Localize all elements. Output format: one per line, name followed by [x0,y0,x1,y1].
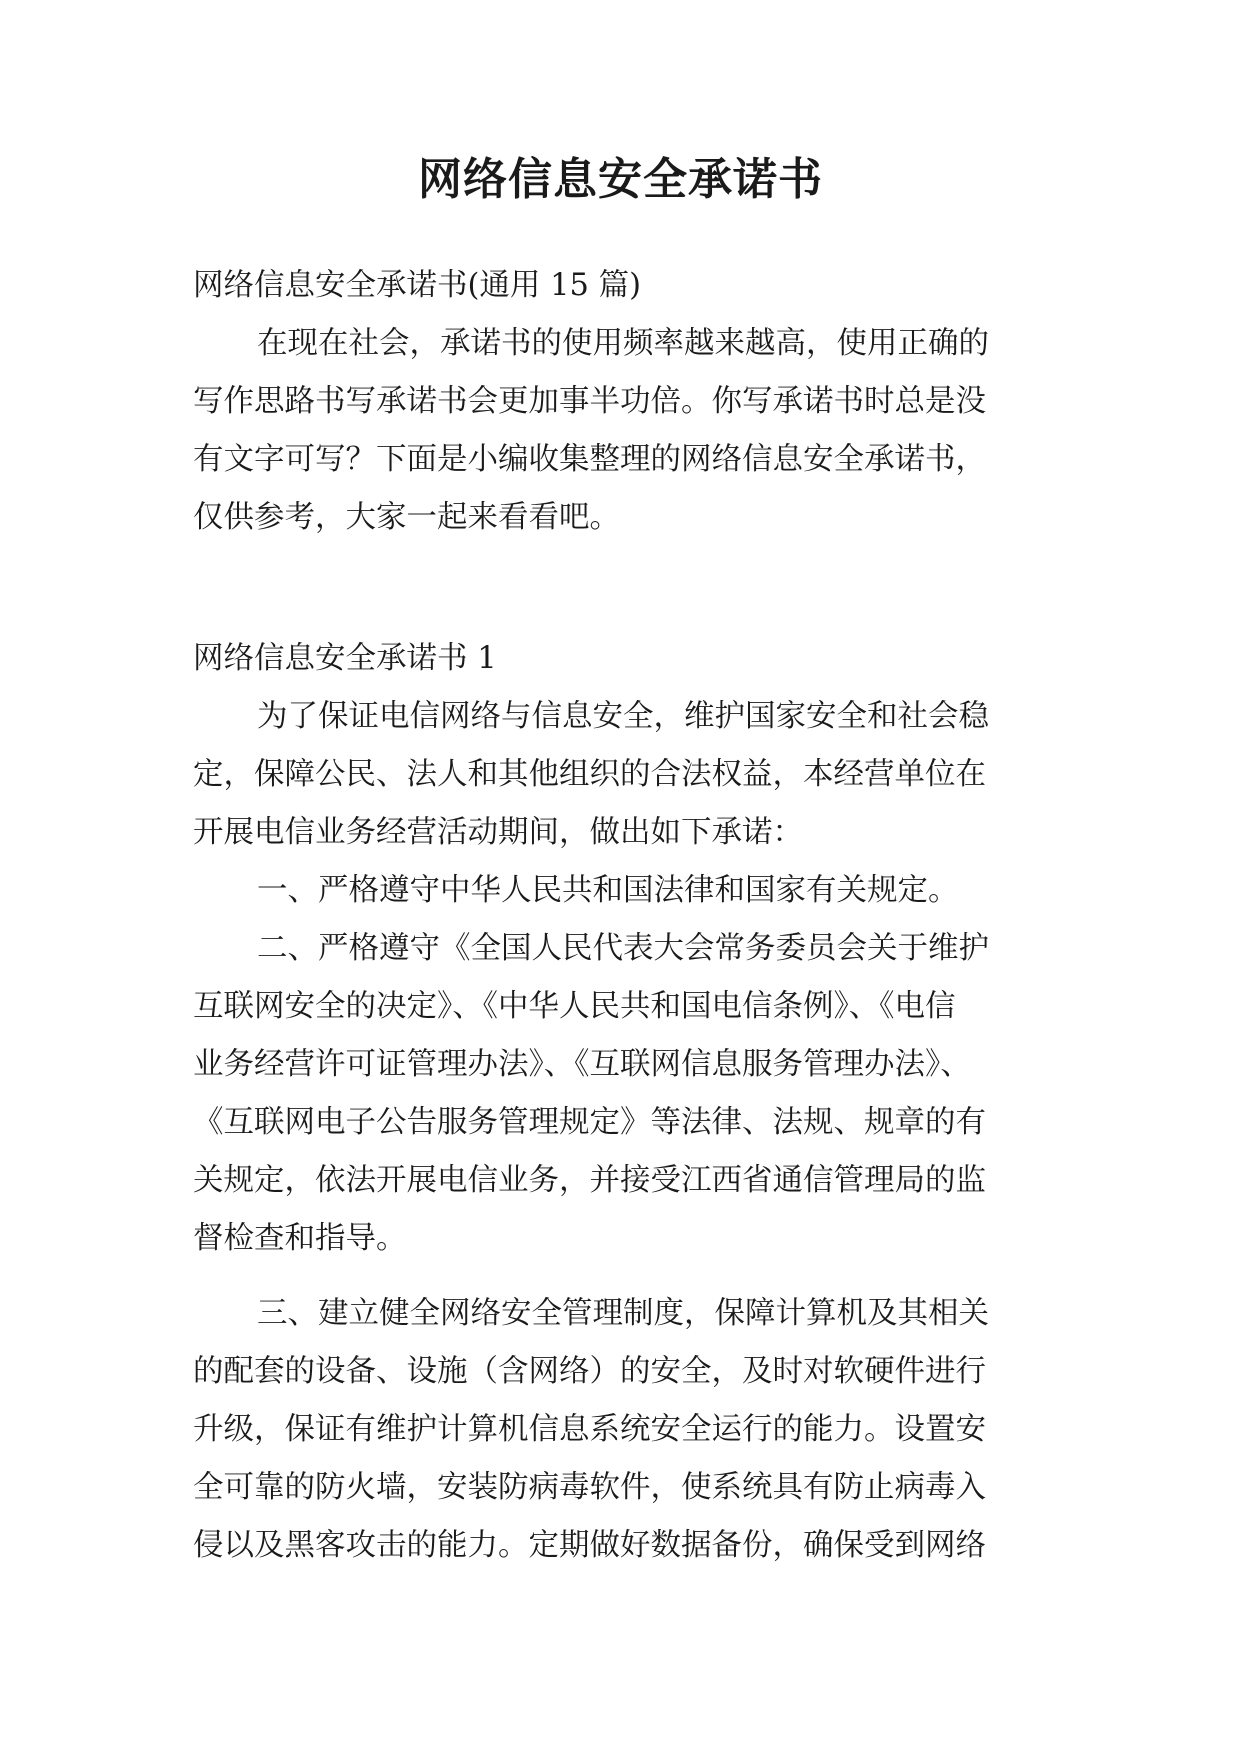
item-2-line: 业务经营许可证管理办法》、《互联网信息服务管理办法》、 [193,1047,971,1082]
intro-line: 有文字可写？下面是小编收集整理的网络信息安全承诺书， [193,442,986,477]
item-3-line: 升级，保证有维护计算机信息系统安全运行的能力。设置安 [193,1412,986,1447]
intro-line: 在现在社会，承诺书的使用频率越来越高，使用正确的 [257,326,989,361]
item-2-line: 互联网安全的决定》、《中华人民共和国电信条例》、《电信 [193,989,956,1024]
paragraph-line: 定，保障公民、法人和其他组织的合法权益，本经营单位在 [193,757,986,792]
section-1 [193,630,1063,1268]
item-3-line: 全可靠的防火墙，安装防病毒软件，使系统具有防止病毒入 [193,1470,986,1505]
item-2-line: 关规定，依法开展电信业务，并接受江西省通信管理局的监 [193,1163,986,1198]
section-heading: 网络信息安全承诺书 1 [193,641,497,676]
intro-line: 仅供参考，大家一起来看看吧。 [193,500,620,535]
item-3-line: 三、建立健全网络安全管理制度，保障计算机及其相关 [257,1296,989,1331]
item-3-line: 的配套的设备、设施（含网络）的安全，及时对软硬件进行 [193,1354,986,1389]
item-2-line: 《互联网电子公告服务管理规定》等法律、法规、规章的有 [193,1105,986,1140]
item-3-line: 侵以及黑客攻击的能力。定期做好数据备份，确保受到网络 [193,1528,986,1563]
document-title: 网络信息安全承诺书 [418,154,823,205]
paragraph-line: 为了保证电信网络与信息安全，维护国家安全和社会稳 [257,699,989,734]
section-1-item-3 [193,1285,1063,1575]
item-2-line: 督检查和指导。 [193,1221,407,1256]
item-1-line: 一、严格遵守中华人民共和国法律和国家有关规定。 [257,873,959,908]
paragraph-line: 开展电信业务经营活动期间，做出如下承诺： [193,815,803,850]
intro-section [193,257,1063,547]
intro-line: 写作思路书写承诺书会更加事半功倍。你写承诺书时总是没 [193,384,986,419]
intro-subtitle: 网络信息安全承诺书(通用 15 篇) [193,268,641,303]
item-2-line: 二、严格遵守《全国人民代表大会常务委员会关于维护 [257,931,989,966]
